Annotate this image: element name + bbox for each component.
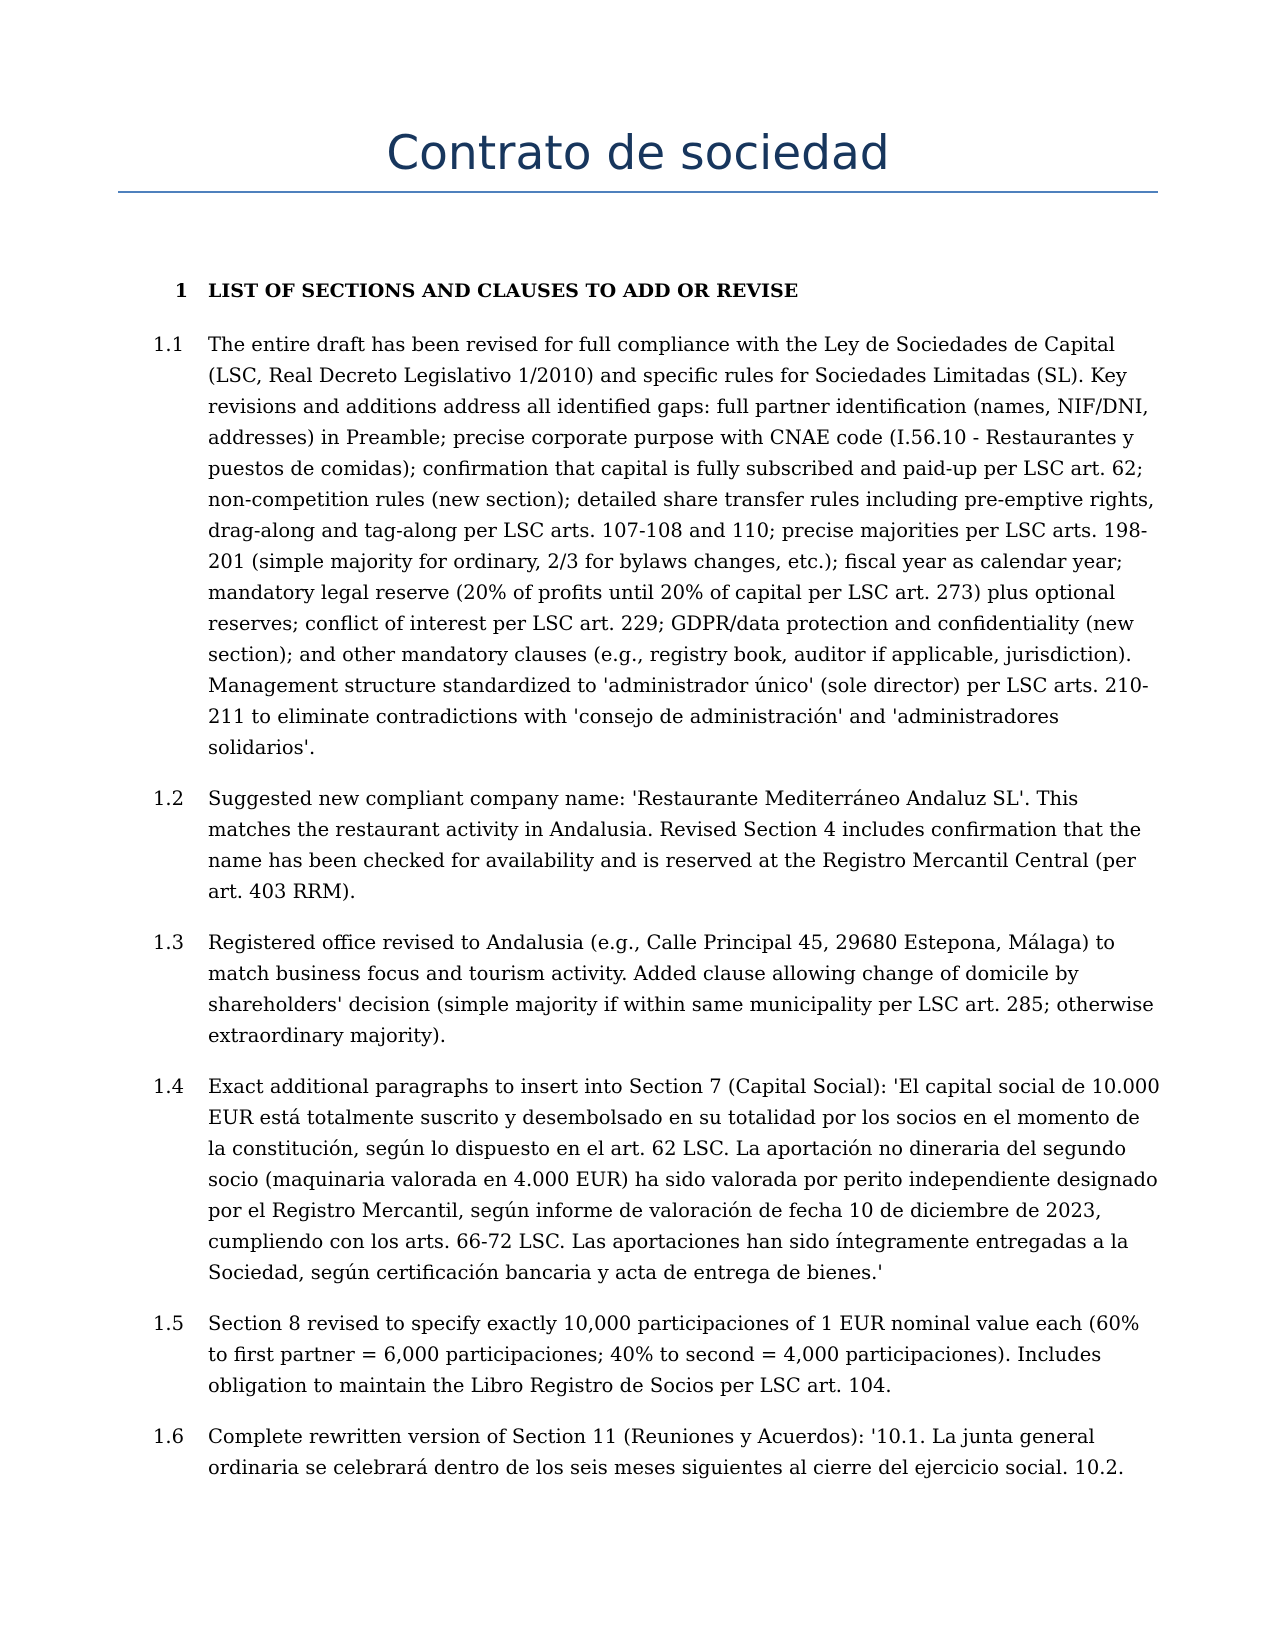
clause-text: Registered office revised to Andalusia (e.g., Calle Principal 45, 29680 Estepona, Málaga) to match business focus and tourism activity. Added clause allowing change of domicile by shareholders' decision (simple majority if within same municipality per LSC art. 285; otherwise extraordinary majority). [208, 931, 1154, 1047]
section-heading-text: LIST OF SECTIONS AND CLAUSES TO ADD OR REVISE [208, 280, 799, 302]
section-heading [150, 278, 1160, 304]
clause-text: Suggested new compliant company name: 'Restaurante Mediterráneo Andaluz SL'. This matches the restaurant activity in Andalusia. Revised Section 4 includes confirmation that the name has been checked for availability and is reserved at the Registro Mercantil Central (per art. 403 RRM). [208, 787, 1142, 903]
section-number: 1 [174, 280, 188, 302]
clause-text: The entire draft has been revised for full compliance with the Ley de Sociedades de Capital (LSC, Real Decreto Legislativo 1/2010) and specific rules for Sociedades Limitadas (SL). Key revisions and additions address all identified gaps: full partner identification (names, NIF/DNI, addresses) in Preamble; precise corporate purpose with CNAE code (I.56.10 - Restaurantes y puestos de comidas); confirmation that capital is fully subscribed and paid-up per LSC art. 62; non-competition rules (new section); detailed share transfer rules including pre-emptive rights, drag-along and tag-along per LSC arts. 107-108 and 110; precise majorities per LSC arts. 198-201 (simple majority for ordinary, 2/3 for bylaws changes, etc.); fiscal year as calendar year; mandatory legal reserve (20% of profits until 20% of capital per LSC art. 273) plus optional reserves; conflict of interest per LSC art. 229; GDPR/data protection and confidentiality (new section); and other mandatory clauses (e.g., registry book, auditor if applicable, jurisdiction). Management structure standardized to 'administrador único' (sole director) per LSC arts. 210-211 to eliminate contradictions with 'consejo de administración' and 'administradores solidarios'. [208, 333, 1155, 759]
clause-text: Exact additional paragraphs to insert into Section 7 (Capital Social): 'El capital social de 10.000 EUR está totalmente suscrito y desembolsado en su totalidad por los socios en el momento de la constitución, según lo dispuesto en el art. 62 LSC. La aportación no dineraria del segundo socio (maquinaria valorada en 4.000 EUR) ha sido valorada por perito independiente designado por el Registro Mercantil, según informe de valoración de fecha 10 de diciembre de 2023, cumpliendo con los arts. 66-72 LSC. Las aportaciones han sido íntegramente entregadas a la Sociedad, según certificación bancaria y acta de entrega de bienes.' [208, 1075, 1160, 1284]
clause-number: 1.5 [153, 1312, 185, 1335]
clause-number: 1.3 [153, 931, 185, 954]
clause-text: Complete rewritten version of Section 11 (Reuniones y Acuerdos): '10.1. La junta general ordinaria se celebrará dentro de los seis meses siguientes al cierre del ejercicio social. 10.2. [208, 1425, 1125, 1479]
clause-1-2 [150, 783, 1160, 907]
clause-1-4 [150, 1071, 1160, 1288]
clause-1-3 [150, 927, 1160, 1051]
document-title: Contrato de sociedad [386, 126, 890, 181]
title-underline [118, 191, 1158, 193]
clause-number: 1.1 [153, 333, 185, 356]
clause-number: 1.4 [153, 1075, 185, 1098]
clause-1-6 [150, 1421, 1160, 1483]
clause-1-5 [150, 1308, 1160, 1401]
clause-text: Section 8 revised to specify exactly 10,000 participaciones of 1 EUR nominal value each (60% to first partner = 6,000 participaciones; 40% to second = 4,000 participaciones). Includes obligation to maintain the Libro Registro de Socios per LSC art. 104. [208, 1312, 1140, 1397]
clause-number: 1.6 [153, 1425, 185, 1448]
clause-number: 1.2 [153, 787, 185, 810]
clause-list [150, 329, 1160, 1503]
clause-1-1 [150, 329, 1160, 763]
